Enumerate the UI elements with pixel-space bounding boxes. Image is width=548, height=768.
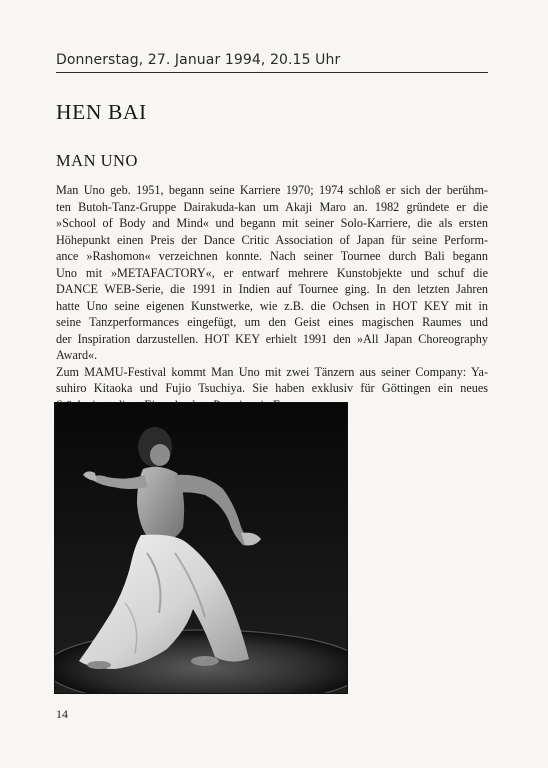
- text-line: seine Tanzperformances eingefügt, um den Geist eines magischen Raumes und: [56, 315, 488, 329]
- section-title: MAN UNO: [56, 151, 138, 170]
- text-line: »School of Body and Mind« und begann mit seiner Solo-Karriere, die als ersten: [56, 216, 488, 230]
- page-number: 14: [56, 707, 68, 721]
- text-line: ance »Rashomon« verzeichnen konnte. Nach seiner Tournee durch Bali begann: [56, 249, 488, 263]
- dancer-photo: [54, 402, 348, 694]
- text-line: Zum MAMU-Festival kommt Man Uno mit zwei Tänzern aus seiner Company: Ya-: [56, 364, 488, 379]
- text-line: Man Uno geb. 1951, begann seine Karriere 1970; 1974 schloß er sich der berühm-: [56, 183, 488, 197]
- biography-text: [56, 182, 488, 413]
- text-line: suhiro Kitaoka und Fujio Tsuchiya. Sie haben exklusiv für Göttingen ein neues: [56, 381, 488, 395]
- header-date-line: Donnerstag, 27. Januar 1994, 20.15 Uhr: [56, 52, 341, 68]
- page-title: HEN BAI: [56, 100, 147, 124]
- text-line: hatte Uno seine eigenen Kunstwerke, wie z.B. die Ochsen in HOT KEY mit in: [56, 298, 488, 313]
- text-line: Award«.: [56, 348, 98, 362]
- text-line: Uno mit »METAFACTORY«, er entwarf mehrere Kunstobjekte und schuf die: [56, 265, 488, 280]
- text-line: DANCE WEB-Serie, die 1991 in Indien auf Tournee ging. In den letzten Jahren: [56, 282, 488, 296]
- text-line: ten Butoh-Tanz-Gruppe Dairakuda-kan um Akaji Maro an. 1982 gründete er die: [56, 199, 488, 214]
- text-line: der Inspiration darzustellen. HOT KEY erhielt 1991 den »All Japan Choreography: [56, 331, 488, 346]
- text-line: Höhepunkt einen Preis der Dance Critic Association of Japan für seine Perform-: [56, 232, 488, 247]
- dancer-photo-image: [55, 403, 347, 693]
- header-rule: [56, 72, 488, 73]
